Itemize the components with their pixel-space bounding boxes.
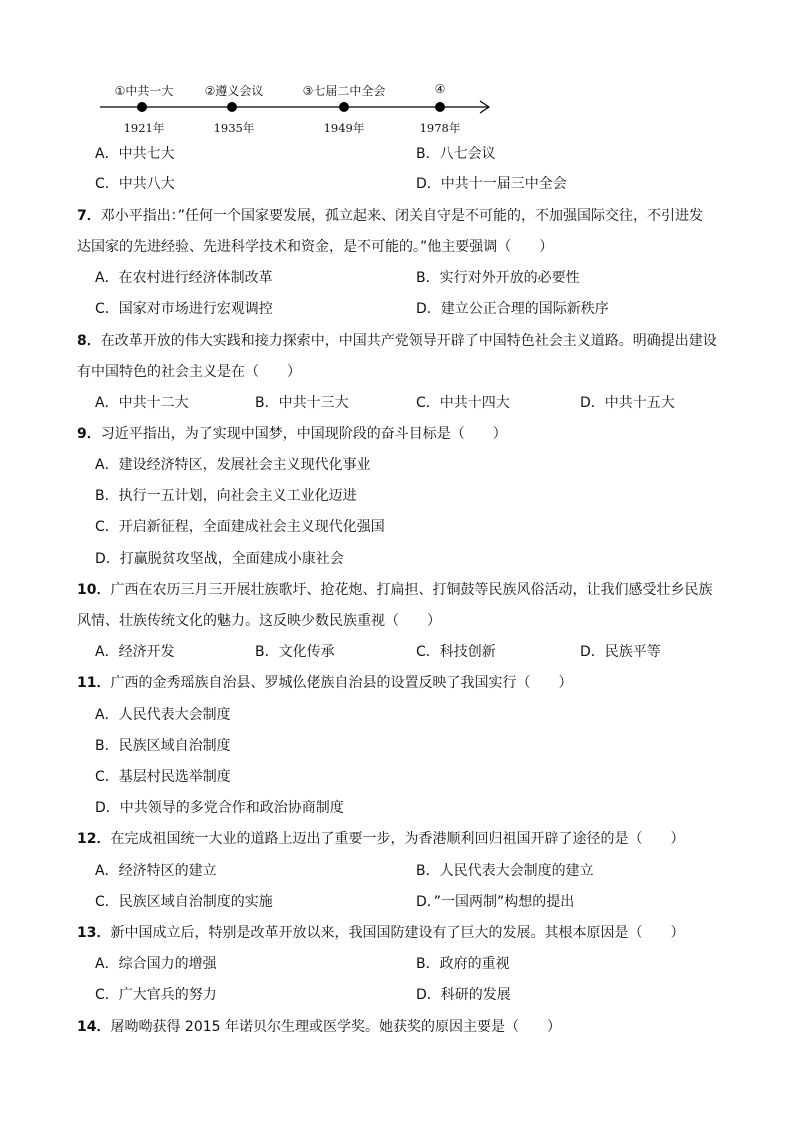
- question-text: 邓小平指出：”任何一个国家要发展，孤立起来、闭关自守是不可能的，不加强国际交往，不引进发: [100, 208, 704, 224]
- question-text: 广西在农历三月三开展壮族歌圩、抢花炮、打扁担、打铜鼓等民族风俗活动，让我们感受壮乡民族: [110, 582, 713, 598]
- q7-option-c: C．国家对市场进行宏观调控: [95, 301, 273, 317]
- question-9-stem: [77, 424, 507, 444]
- q9-option-d: D．打赢脱贫攻坚战，全面建成小康社会: [95, 551, 344, 567]
- timeline-figure: [92, 74, 502, 140]
- q10-option-a: A．经济开发: [95, 644, 175, 660]
- question-number: 11．: [77, 675, 111, 691]
- question-text: 新中国成立后，特别是改革开放以来，我国国防建设有了巨大的发展。其根本原因是（ ）: [110, 925, 685, 941]
- q9-option-b: B．执行一五计划，向社会主义工业化迈进: [95, 488, 357, 504]
- q8-option-d: D．中共十五大: [580, 395, 675, 411]
- question-number: 14．: [77, 1019, 111, 1035]
- q6-option-b: B．八七会议: [416, 146, 496, 162]
- question-8-stem-cont: 有中国特色的社会主义是在（ ）: [77, 364, 301, 380]
- q11-option-c: C．基层村民选举制度: [95, 769, 231, 785]
- q8-option-c: C．中共十四大: [416, 395, 510, 411]
- question-8-stem: [77, 331, 717, 351]
- question-11-stem: [77, 673, 572, 693]
- question-number: 8．: [77, 333, 101, 349]
- q11-option-b: B．民族区域自治制度: [95, 738, 231, 754]
- q9-option-a: A．建设经济特区，发展社会主义现代化事业: [95, 457, 371, 473]
- question-number: 10．: [77, 582, 111, 598]
- timeline-year: 1949年: [323, 121, 365, 135]
- timeline-dot-1935: [227, 102, 237, 112]
- q12-option-b: B．人民代表大会制度的建立: [416, 863, 594, 879]
- question-7-stem: [77, 206, 703, 226]
- question-text: 广西的金秀瑶族自治县、罗城仫佬族自治县的设置反映了我国实行（ ）: [110, 675, 573, 691]
- timeline-dot-1921: [137, 102, 147, 112]
- q11-option-a: A．人民代表大会制度: [95, 707, 231, 723]
- q13-option-d: D．科研的发展: [416, 987, 511, 1003]
- q13-option-b: B．政府的重视: [416, 956, 510, 972]
- question-text: 在改革开放的伟大实践和接力探索中，中国共产党领导开辟了中国特色社会主义道路。明确提出建设: [100, 333, 717, 349]
- question-text: 屠呦呦获得 2015 年诺贝尔生理或医学奖。她获奖的原因主要是（ ）: [110, 1019, 562, 1035]
- question-10-stem-cont: 风情、壮族传统文化的魅力。这反映少数民族重视（ ）: [77, 613, 441, 629]
- timeline-year: 1935年: [213, 121, 255, 135]
- q12-option-a: A．经济特区的建立: [95, 863, 217, 879]
- question-7-stem-cont: 达国家的先进经验、先进科学技术和资金，是不可能的。”他主要强调（ ）: [77, 239, 554, 255]
- q12-option-c: C．民族区域自治制度的实施: [95, 894, 273, 910]
- q6-option-d: D．中共十一届三中全会: [416, 176, 567, 192]
- timeline-dot-1978: [435, 102, 445, 112]
- q13-option-a: A．综合国力的增强: [95, 956, 217, 972]
- q10-option-d: D．民族平等: [580, 644, 661, 660]
- timeline-dot-1949: [339, 102, 349, 112]
- q6-option-a: A．中共七大: [95, 146, 175, 162]
- question-10-stem: [77, 580, 712, 600]
- question-number: 12．: [77, 831, 111, 847]
- question-number: 9．: [77, 426, 101, 442]
- q13-option-c: C．广大官兵的努力: [95, 987, 217, 1003]
- timeline-event-label: ①中共一大: [114, 84, 174, 98]
- timeline-year: 1921年: [123, 121, 165, 135]
- q6-option-c: C．中共八大: [95, 176, 175, 192]
- q11-option-d: D．中共领导的多党合作和政治协商制度: [95, 800, 344, 816]
- q7-option-d: D．建立公正合理的国际新秩序: [416, 301, 609, 317]
- q9-option-c: C．开启新征程，全面建成社会主义现代化强国: [95, 519, 385, 535]
- q7-option-a: A．在农村进行经济体制改革: [95, 270, 273, 286]
- question-12-stem: [77, 829, 684, 849]
- question-number: 13．: [77, 925, 111, 941]
- question-13-stem: [77, 923, 684, 943]
- q12-option-d: D．”一国两制”构想的提出: [416, 894, 575, 910]
- timeline-year: 1978年: [419, 121, 461, 135]
- q8-option-b: B．中共十三大: [255, 395, 349, 411]
- q10-option-b: B．文化传承: [255, 644, 335, 660]
- question-number: 7．: [77, 208, 101, 224]
- q7-option-b: B．实行对外开放的必要性: [416, 270, 580, 286]
- q8-option-a: A．中共十二大: [95, 395, 189, 411]
- timeline-event-label: ④: [434, 82, 446, 96]
- question-text: 在完成祖国统一大业的道路上迈出了重要一步，为香港顺利回归祖国开辟了途径的是（ ）: [110, 831, 685, 847]
- q10-option-c: C．科技创新: [416, 644, 496, 660]
- timeline-event-label: ③七届二中全会: [302, 84, 386, 98]
- question-14-stem: [77, 1017, 561, 1037]
- question-text: 习近平指出，为了实现中国梦，中国现阶段的奋斗目标是（ ）: [100, 426, 507, 442]
- timeline-event-label: ②遵义会议: [204, 84, 264, 98]
